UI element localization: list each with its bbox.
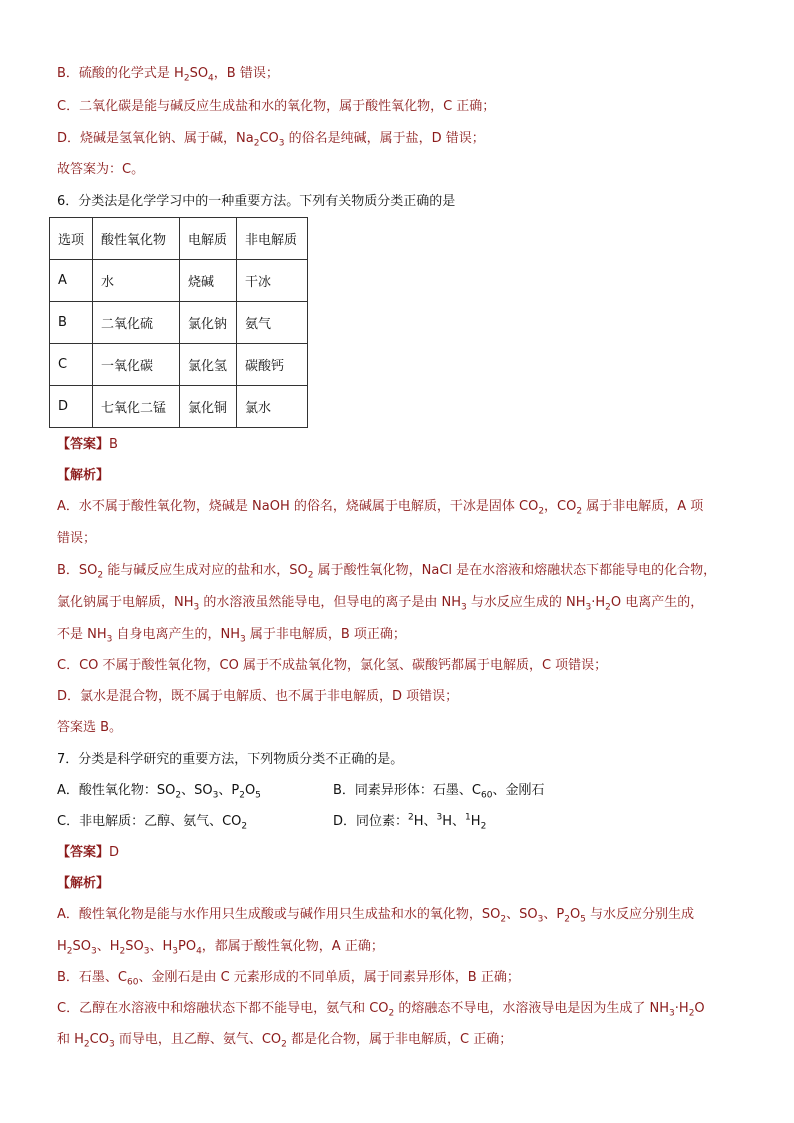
table-cell: C xyxy=(50,344,93,386)
q7-analysis-c-line2: 和 $H_2CO_3$ 而导电，且乙醇、氨气、$CO_2$ 都是化合物，属于非电解质，C 正确； xyxy=(57,1032,513,1050)
answer-value: D xyxy=(109,845,120,860)
q7-option-c: C．非电解质：乙醇、氨气、$CO_2$ xyxy=(57,814,248,832)
table-cell: 氯化铜 xyxy=(180,386,237,428)
answer-label: 【答案】 xyxy=(57,437,110,452)
q6-analysis-b-line3: 不是 $NH_3$ 自身电离产生的，$NH_3$ 属于非电解质，B 项正确； xyxy=(57,627,406,645)
q5-option-b-explanation: B．硫酸的化学式是 $H_2SO_4$，B 错误； xyxy=(57,66,279,84)
q7-analysis-a-line2: $H_2SO_3$、$H_2SO_3$、$H_3PO_4$，都属于酸性氧化物，A 正确； xyxy=(57,939,384,957)
q6-analysis-a-line1: A．水不属于酸性氧化物，烧碱是 NaOH 的俗名，烧碱属于电解质，干冰是固体 $CO_2$，$CO_2$ 属于非电解质，A 项 xyxy=(57,499,704,517)
answer-value: B xyxy=(109,437,118,452)
q6-analysis-b-line1: B．$SO_2$ 能与碱反应生成对应的盐和水，$SO_2$ 属于酸性氧化物，NaCl 是在水溶液和熔融状态下都能导电的化合物， xyxy=(57,563,717,581)
table-cell: A xyxy=(50,260,93,302)
table-cell: 氯化钠 xyxy=(180,302,237,344)
q6-answer xyxy=(57,436,118,454)
table-row xyxy=(50,302,308,344)
q7-analysis-c-line1: C．乙醇在水溶液中和熔融状态下都不能导电，氨气和 $CO_2$ 的熔融态不导电，水溶液导电是因为生成了 $NH_3\cdot H_2O$ xyxy=(57,1001,705,1019)
q5-option-d-explanation: D．烧碱是氢氧化钠、属于碱，$Na_2CO_3$ 的俗名是纯碱，属于盐，D 错误； xyxy=(57,131,485,149)
q6-analysis-label: 【解析】 xyxy=(57,468,110,483)
q6-stem: 6．分类法是化学学习中的一种重要方法。下列有关物质分类正确的是 xyxy=(57,194,456,209)
q6-analysis-d-line: D．氯水是混合物，既不属于电解质、也不属于非电解质，D 项错误； xyxy=(57,689,459,704)
q7-analysis-label: 【解析】 xyxy=(57,876,110,891)
q6-analysis-c-line: C．CO 不属于酸性氧化物，CO 属于不成盐氧化物，氯化氢、碳酸钙都属于电解质，C 项错误； xyxy=(57,658,608,673)
table-row xyxy=(50,260,308,302)
table-header-cell: 电解质 xyxy=(180,218,237,260)
table-header-cell: 酸性氧化物 xyxy=(93,218,180,260)
table-header-row xyxy=(50,218,308,260)
table-row xyxy=(50,344,308,386)
table-row xyxy=(50,386,308,428)
q7-option-b: B．同素异形体：石墨、$C_{60}$、金刚石 xyxy=(333,783,545,801)
table-cell: 氯水 xyxy=(237,386,308,428)
table-cell: 二氧化硫 xyxy=(93,302,180,344)
table-cell: 一氧化碳 xyxy=(93,344,180,386)
table-cell: 氯化氢 xyxy=(180,344,237,386)
answer-label: 【答案】 xyxy=(57,845,110,860)
q5-conclusion: 故答案为：C。 xyxy=(57,162,145,177)
table-cell: 氨气 xyxy=(237,302,308,344)
q7-option-a: A．酸性氧化物：$SO_2$、$SO_3$、$P_2O_5$ xyxy=(57,783,261,801)
q5-option-c-explanation: C．二氧化碳是能与碱反应生成盐和水的氧化物，属于酸性氧化物，C 正确； xyxy=(57,99,496,114)
q6-analysis-a-line2: 错误； xyxy=(57,531,97,546)
table-cell: 七氧化二锰 xyxy=(93,386,180,428)
table-cell: 碳酸钙 xyxy=(237,344,308,386)
q6-analysis-b-line2: 氯化钠属于电解质，$NH_3$ 的水溶液虽然能导电，但导电的离子是由 $NH_3$ 与水反应生成的 $NH_3\cdot H_2O$ 电离产生的， xyxy=(57,595,704,613)
table-cell: B xyxy=(50,302,93,344)
table-cell: 水 xyxy=(93,260,180,302)
table-cell: D xyxy=(50,386,93,428)
q6-conclusion: 答案选 B。 xyxy=(57,720,123,735)
table-cell: 烧碱 xyxy=(180,260,237,302)
table-cell: 干冰 xyxy=(237,260,308,302)
q6-options-table xyxy=(49,217,308,428)
q7-option-d: D．同位素：$^2$H、$^3$H、$^1H_2$ xyxy=(333,812,487,832)
table-header-cell: 选项 xyxy=(50,218,93,260)
q7-answer xyxy=(57,844,119,862)
table-header-cell: 非电解质 xyxy=(237,218,308,260)
q7-analysis-a-line1: A．酸性氧化物是能与水作用只生成酸或与碱作用只生成盐和水的氧化物，$SO_2$、$SO_3$、$P_2O_5$ 与水反应分别生成 xyxy=(57,907,695,925)
q7-analysis-b-line: B．石墨、$C_{60}$、金刚石是由 C 元素形成的不同单质，属于同素异形体，B 正确； xyxy=(57,970,520,988)
q7-stem: 7．分类是科学研究的重要方法，下列物质分类不正确的是。 xyxy=(57,752,404,767)
